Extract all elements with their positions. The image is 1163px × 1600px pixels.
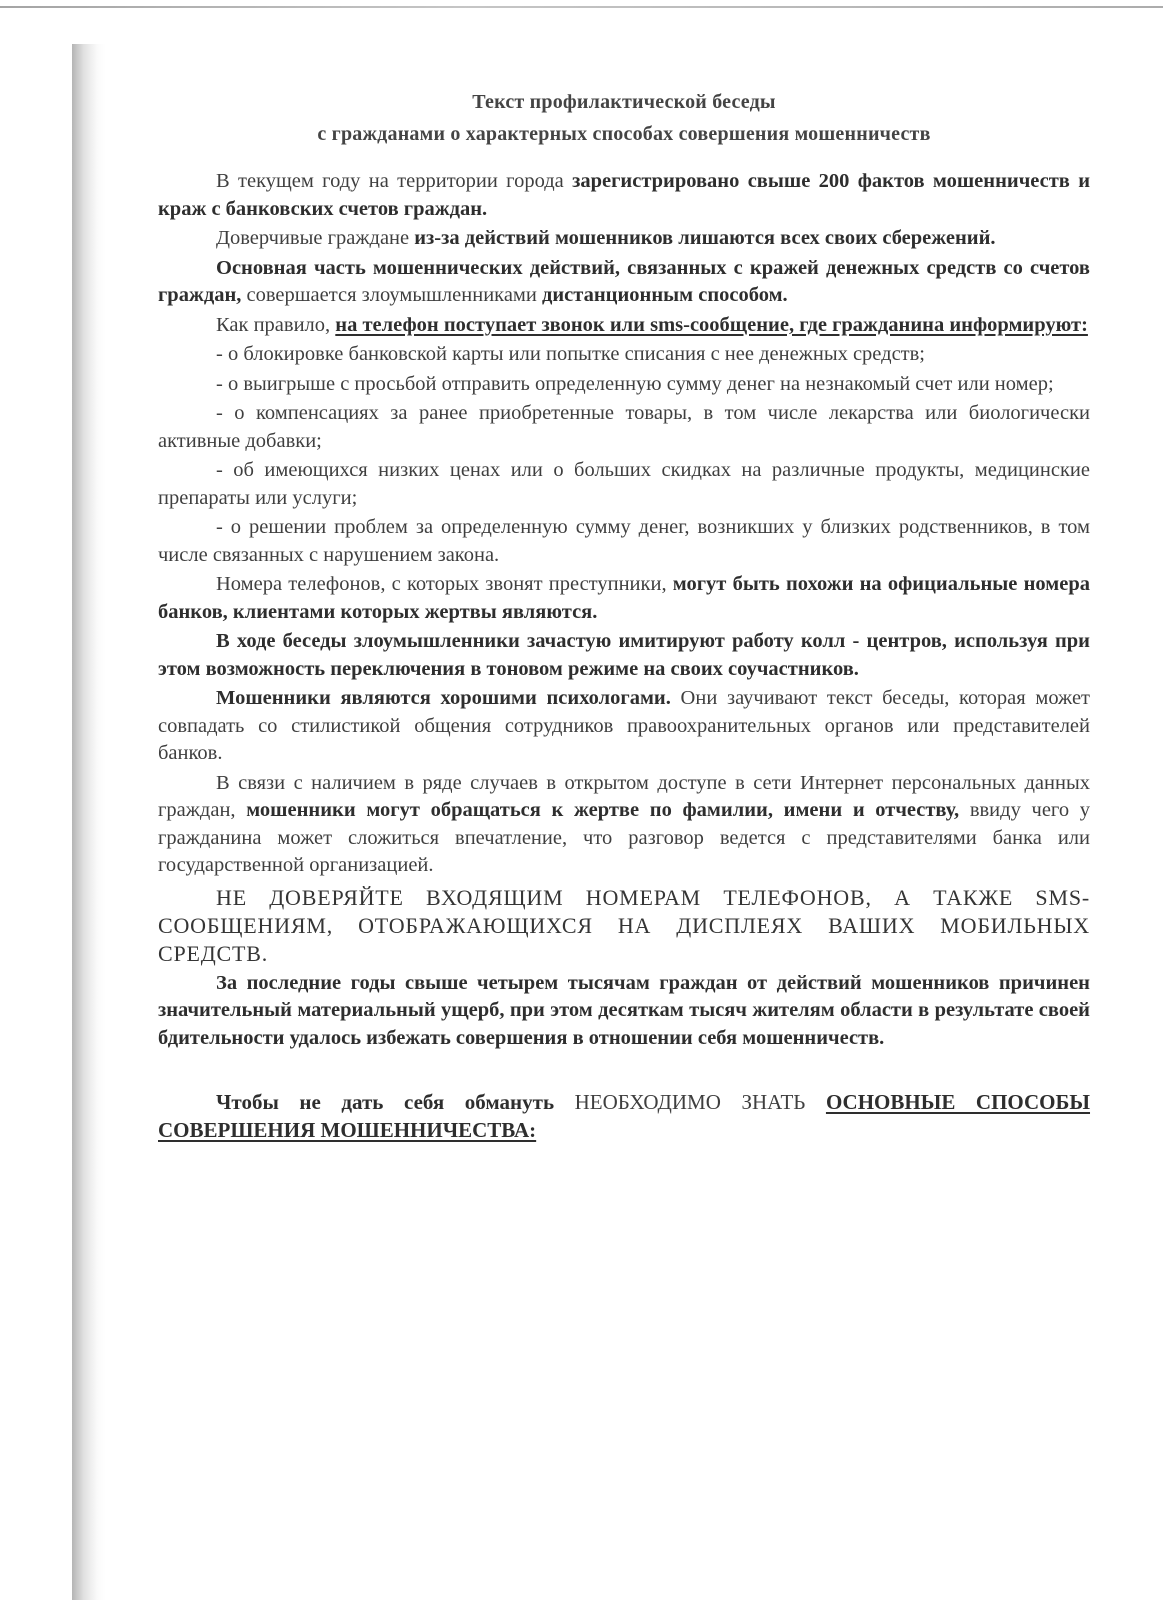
paragraph <box>158 400 1090 455</box>
text-run: Как правило, <box>216 313 336 336</box>
text-run: - об имеющихся низких ценах или о больших скидках на различные продукты, медицинские препараты или услуги; <box>158 459 1090 509</box>
text-run: Они заучивают текст беседы, которая может совпадать со стилистикой общения сотрудников правоохранительных органов или представителей банков. <box>158 687 1091 764</box>
paragraph <box>158 970 1090 1053</box>
text-run: зарегистрировано свыше 200 фактов мошенничеств и краж с банковских счетов граждан. <box>158 170 1091 220</box>
document-title <box>158 86 1090 150</box>
text-run: Чтобы не дать себя обмануть <box>216 1090 575 1114</box>
paragraph <box>158 312 1090 340</box>
paragraph <box>158 628 1090 683</box>
paragraph <box>158 514 1090 569</box>
text-run: ввиду чего у гражданина может сложиться впечатление, что разговор ведется с представителями банка или государственной организацией. <box>158 799 1090 876</box>
paragraph <box>158 457 1090 512</box>
document-body <box>158 168 1090 1144</box>
text-run: - о выигрыше с просьбой отправить определенную сумму денег на незнакомый счет или номер; <box>216 372 1054 395</box>
text-run: могут быть похожи на официальные номера банков, клиентами которых жертвы являются. <box>158 573 1090 623</box>
paragraph <box>158 371 1090 399</box>
paragraph <box>158 168 1090 223</box>
paragraph <box>158 884 1090 968</box>
text-run: Основная часть мошеннических действий, связанных с кражей денежных средств со счетов граждан, <box>158 256 1090 306</box>
title-line-2: с гражданами о характерных способах совершения мошенничеств <box>317 123 931 145</box>
paragraph <box>158 225 1090 253</box>
text-run: В текущем году на территории города <box>216 170 573 192</box>
text-run: - о решении проблем за определенную сумму денег, возникших у близких родственников, в том числе связанных с нарушением закона. <box>158 516 1090 566</box>
text-run: В связи с наличием в ряде случаев в открытом доступе в сети Интернет персональных данных граждан, <box>158 771 1090 821</box>
scan-margin-shadow <box>72 44 106 1600</box>
text-run: ОСНОВНЫЕ СПОСОБЫ СОВЕРШЕНИЯ МОШЕННИЧЕСТВА: <box>158 1090 1091 1142</box>
text-run: мошенники могут обращаться к жертве по фамилии, имени и отчеству, <box>246 799 960 821</box>
paragraph <box>158 770 1090 880</box>
paragraph <box>158 1088 1090 1144</box>
paragraph <box>158 255 1090 310</box>
text-run: В ходе беседы злоумышленники зачастую имитируют работу колл - центров, используя при этом возможность переключения в тоновом режиме на своих соучастников. <box>158 630 1090 680</box>
document-page <box>158 86 1090 1146</box>
scan-edge-line <box>0 6 1163 8</box>
text-run: совершается злоумышленниками <box>241 284 542 306</box>
text-run: Номера телефонов, с которых звонят преступники, <box>216 573 673 595</box>
paragraph <box>158 571 1090 626</box>
paragraph <box>158 341 1090 369</box>
text-run: на телефон поступает звонок или sms-сообщение, где гражданина информируют: <box>335 313 1088 336</box>
text-run: НЕОБХОДИМО ЗНАТЬ <box>574 1090 826 1114</box>
text-run: НЕ ДОВЕРЯЙТЕ ВХОДЯЩИМ НОМЕРАМ ТЕЛЕФОНОВ, А ТАКЖЕ SMS-СООБЩЕНИЯМ, ОТОБРАЖАЮЩИХСЯ НА ДИСПЛЕЯХ ВАШИХ МОБИЛЬНЫХ СРЕДСТВ. <box>158 884 1090 966</box>
text-run: - о блокировке банковской карты или попытке списания с нее денежных средств; <box>216 343 926 365</box>
text-run: из-за действий мошенников лишаются всех своих сбережений. <box>414 227 996 249</box>
paragraph <box>158 685 1090 768</box>
text-run: Доверчивые граждане <box>216 227 415 249</box>
text-run: За последние годы свыше четырем тысячам граждан от действий мошенников причинен значительный материальный ущерб, при этом десяткам тысяч жителям области в результате своей бдительности удалось избежать совершения в отношении себя мошенничеств. <box>158 971 1090 1049</box>
text-run: - о компенсациях за ранее приобретенные товары, в том числе лекарства или биологически активные добавки; <box>158 402 1090 452</box>
text-run: Мошенники являются хорошими психологами. <box>216 687 671 709</box>
title-line-1: Текст профилактической беседы <box>472 91 776 113</box>
text-run: дистанционным способом. <box>541 284 788 306</box>
